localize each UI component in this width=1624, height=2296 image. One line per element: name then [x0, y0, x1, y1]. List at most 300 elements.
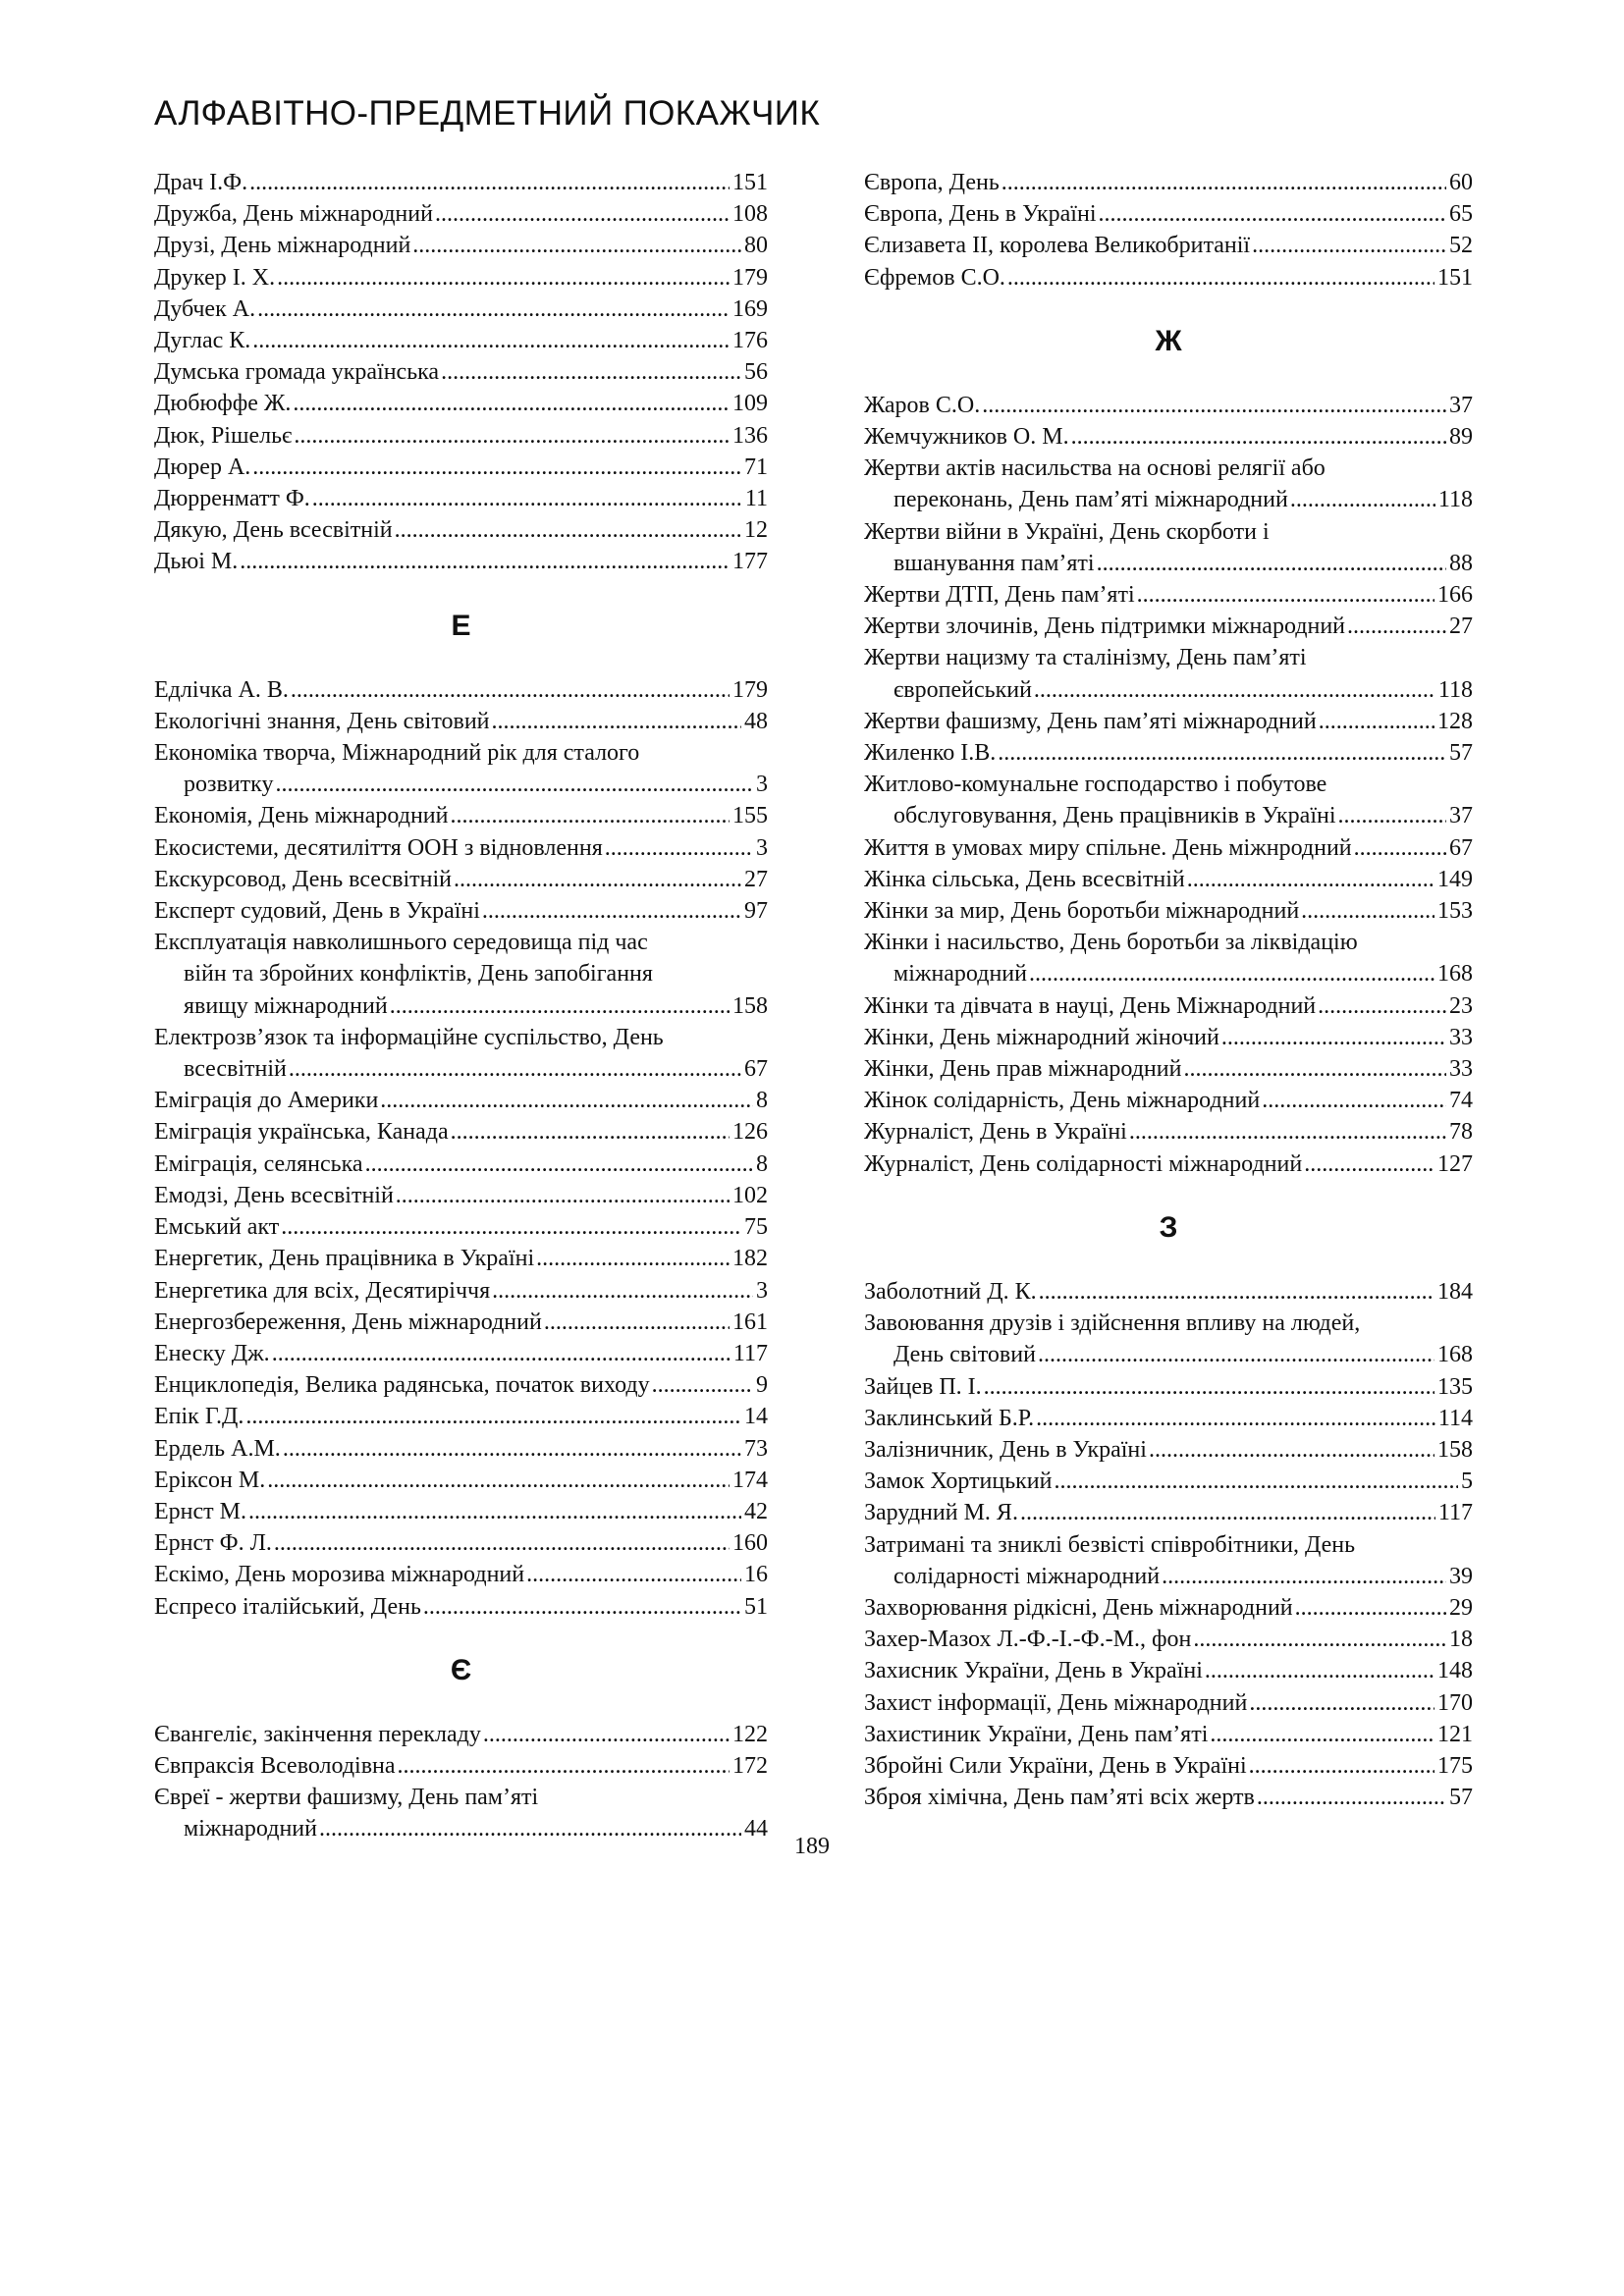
- index-entry: [864, 579, 1473, 611]
- index-entry-text: Ернст Ф. Л.: [154, 1530, 272, 1557]
- index-entry: [154, 167, 768, 198]
- index-entry-text: Екологічні знання, День світовий: [154, 708, 490, 734]
- index-entry: [864, 1466, 1473, 1497]
- index-entry-text: Емодзі, День всесвітній: [154, 1182, 394, 1208]
- index-entry-row: [154, 514, 768, 546]
- dot-leader: [1098, 198, 1446, 230]
- index-entry-text: Еспресо італійський, День: [154, 1593, 421, 1620]
- index-entry-page: 14: [744, 1404, 768, 1430]
- index-entry: [154, 1180, 768, 1211]
- index-entry-row: [864, 864, 1473, 895]
- index-entry-page: 88: [1449, 550, 1473, 576]
- dot-leader: [1205, 1655, 1435, 1686]
- index-entry-text: Жінки, День прав міжнародний: [864, 1056, 1182, 1083]
- index-entry-row: [864, 1466, 1473, 1497]
- index-entry-page: 71: [744, 454, 768, 480]
- dot-leader: [1290, 484, 1435, 515]
- dot-leader: [652, 1369, 753, 1401]
- index-entry-text: солідарності міжнародний: [893, 1563, 1161, 1589]
- index-entry-text: Європа, День: [864, 170, 1000, 195]
- dot-leader: [1149, 1434, 1435, 1466]
- dot-leader: [293, 388, 730, 419]
- index-entry-page: 122: [732, 1721, 768, 1747]
- index-entry-row: [154, 325, 768, 356]
- index-entry-row: [154, 294, 768, 325]
- index-entry: [864, 1085, 1473, 1116]
- dot-leader: [1034, 674, 1435, 706]
- index-entry-text: явищу міжнародний: [184, 992, 388, 1019]
- index-entry: [154, 800, 768, 831]
- index-entry-page: 160: [732, 1530, 768, 1557]
- index-entry-row: [154, 1307, 768, 1338]
- dot-leader: [281, 1211, 741, 1243]
- index-entry-row: [864, 1276, 1473, 1308]
- index-entry-text: Жінки, День міжнародний жіночий: [864, 1024, 1219, 1050]
- index-entry-text: Затримані та зниклі безвісті співробітники, День: [864, 1531, 1356, 1558]
- index-entry: [154, 706, 768, 737]
- index-entry-page: 23: [1449, 992, 1473, 1019]
- index-entry: [864, 421, 1473, 453]
- section-letter-heading: Ж: [1155, 324, 1182, 357]
- dot-leader: [1304, 1148, 1435, 1180]
- index-entry-page: 166: [1437, 582, 1473, 609]
- index-entry: [154, 895, 768, 927]
- index-entry-row: [154, 546, 768, 577]
- section-letter-heading: Є: [450, 1653, 472, 1686]
- index-entry-text: Жертви актів насильства на основі релягії або: [864, 455, 1326, 482]
- index-entry-text: Заболотний Д. К.: [864, 1278, 1037, 1305]
- index-entry-text: Епік Г.Д.: [154, 1404, 244, 1430]
- index-entry-page: 109: [732, 391, 768, 417]
- index-entry-row: [154, 1496, 768, 1527]
- index-entry-text: Зброя хімічна, День пам’яті всіх жертв: [864, 1785, 1255, 1811]
- index-entry: [864, 230, 1473, 261]
- dot-leader: [1249, 1750, 1435, 1782]
- section-letter-heading: Е: [451, 609, 471, 642]
- index-entry-row: [154, 483, 768, 514]
- index-entry-row: [864, 611, 1473, 642]
- dot-leader: [982, 390, 1446, 421]
- dot-leader: [291, 674, 730, 706]
- dot-leader: [240, 546, 730, 577]
- index-entry-page: 89: [1449, 424, 1473, 451]
- index-entry: [154, 483, 768, 514]
- dot-leader: [1295, 1592, 1446, 1624]
- index-entry-text: Енергозбереження, День міжнародний: [154, 1308, 542, 1335]
- index-entry-page: 48: [744, 708, 768, 734]
- index-entry-page: 51: [744, 1593, 768, 1620]
- index-entry-page: 8: [756, 1150, 768, 1177]
- index-entry-page: 11: [744, 486, 768, 512]
- dot-leader: [1319, 706, 1435, 737]
- index-entry-row: [154, 1275, 768, 1307]
- index-entry-row: [864, 800, 1473, 831]
- index-entry-row: [154, 1116, 768, 1148]
- index-entry-text: Євреї - жертви фашизму, День пам’яті: [154, 1785, 539, 1811]
- index-entry-text: вшанування пам’яті: [893, 550, 1095, 576]
- index-entry: [154, 1307, 768, 1338]
- index-entry-row: [154, 1211, 768, 1243]
- index-entry-page: 149: [1437, 866, 1473, 892]
- index-entry: [864, 1719, 1473, 1750]
- dot-leader: [1252, 230, 1446, 261]
- index-entry-text: Енеску Дж.: [154, 1340, 270, 1366]
- index-entry-text: Жінка сільська, День всесвітній: [864, 866, 1185, 892]
- index-entry: [154, 1591, 768, 1623]
- index-entry-row: [154, 452, 768, 483]
- index-entry-page: 37: [1449, 803, 1473, 829]
- index-entry-text: Друкер І. Х.: [154, 264, 276, 291]
- index-entry-page: 114: [1437, 1405, 1473, 1431]
- dot-leader: [272, 1338, 731, 1369]
- dot-leader: [283, 1433, 741, 1465]
- index-entry: [864, 1624, 1473, 1655]
- index-entry-text: Енергетик, День працівника в Україні: [154, 1246, 535, 1272]
- index-entry-text: переконань, День пам’яті міжнародний: [893, 487, 1288, 513]
- dot-leader: [1257, 1782, 1446, 1813]
- index-entry-text: Дубчек А.: [154, 295, 256, 322]
- index-entry: [864, 642, 1473, 705]
- index-entry-page: 127: [1437, 1150, 1473, 1177]
- index-entry-row: [154, 1338, 768, 1369]
- index-entry-page: 161: [732, 1308, 768, 1335]
- index-entry-row: [154, 388, 768, 419]
- dot-leader: [1318, 990, 1446, 1022]
- dot-leader: [249, 167, 730, 198]
- index-entry-page: 177: [732, 549, 768, 575]
- index-entry-page: 67: [744, 1056, 768, 1083]
- index-entry: [864, 1148, 1473, 1180]
- index-entry-row: [154, 1180, 768, 1211]
- dot-leader: [396, 1180, 730, 1211]
- index-entry-text: Дякую, День всесвітній: [154, 517, 393, 544]
- index-entry-page: 3: [756, 772, 768, 798]
- dot-leader: [395, 514, 741, 546]
- dot-leader: [435, 198, 730, 230]
- dot-leader: [252, 452, 741, 483]
- index-entry-row: [154, 1559, 768, 1590]
- index-entry: [864, 927, 1473, 989]
- index-entry: [154, 1401, 768, 1432]
- index-entry: [154, 420, 768, 452]
- index-entry: [154, 1719, 768, 1750]
- index-entry: [864, 1782, 1473, 1813]
- index-entry-page: 184: [1437, 1278, 1473, 1305]
- index-entry-page: 155: [732, 803, 768, 829]
- dot-leader: [1071, 421, 1446, 453]
- index-entry-page: 179: [732, 676, 768, 703]
- index-entry-text: Жертви нацизму та сталінізму, День пам’яті: [864, 645, 1307, 671]
- index-column-left: [154, 167, 768, 1845]
- index-entry: [864, 1687, 1473, 1719]
- index-entry-page: 176: [732, 328, 768, 354]
- dot-leader: [454, 864, 741, 895]
- dot-leader: [492, 706, 741, 737]
- dot-leader: [1055, 1466, 1459, 1497]
- dot-leader: [1137, 579, 1435, 611]
- index-entry-row: [864, 895, 1473, 927]
- index-column-right: [864, 167, 1473, 1813]
- index-entry-page: 136: [732, 422, 768, 449]
- index-entry: [154, 1496, 768, 1527]
- dot-leader: [1187, 864, 1435, 895]
- index-entry-text: Залізничник, День в Україні: [864, 1436, 1147, 1463]
- index-entry-row: [154, 1053, 768, 1085]
- index-entry: [154, 1338, 768, 1369]
- index-entry-row: [864, 1624, 1473, 1655]
- index-entry-text: Жертви війни в Україні, День скорботи і: [864, 518, 1270, 545]
- index-entry-text: Економія, День міжнародний: [154, 803, 449, 829]
- index-entry-page: 16: [744, 1562, 768, 1588]
- index-entry-row: [154, 1243, 768, 1274]
- index-entry-text: Дюрренматт Ф.: [154, 486, 310, 512]
- index-entry: [154, 1275, 768, 1307]
- index-entry-row: [864, 1371, 1473, 1403]
- index-entry: [154, 388, 768, 419]
- index-entry-page: 74: [1449, 1088, 1473, 1114]
- index-entry-page: 174: [732, 1467, 768, 1493]
- index-entry-row: [864, 1339, 1473, 1370]
- dot-leader: [1029, 958, 1435, 989]
- index-entry-text: Дюрер А.: [154, 454, 251, 480]
- index-entry: [154, 1527, 768, 1559]
- index-entry-text: Життя в умовах миру спільне. День міжнродний: [864, 834, 1352, 861]
- dot-leader: [1097, 548, 1446, 579]
- index-entry-text: Жаров С.О.: [864, 392, 981, 418]
- index-entry-text: Електрозв’язок та інформаційне суспільство, День: [154, 1024, 664, 1050]
- dot-leader: [257, 294, 730, 325]
- dot-leader: [1162, 1561, 1446, 1592]
- index-entry: [154, 198, 768, 230]
- index-entry-page: 172: [732, 1752, 768, 1779]
- index-entry-row: [864, 832, 1473, 864]
- index-entry-page: 18: [1449, 1627, 1473, 1653]
- index-entry-page: 57: [1449, 740, 1473, 767]
- index-entry: [154, 1211, 768, 1243]
- dot-leader: [1193, 1624, 1446, 1655]
- index-entry-page: 148: [1437, 1658, 1473, 1684]
- index-entry-row: [154, 800, 768, 831]
- index-entry-text: Дружба, День міжнародний: [154, 201, 433, 228]
- index-entry-text: Жиленко І.В.: [864, 740, 997, 767]
- index-entry-text: Журналіст, День в Україні: [864, 1119, 1127, 1146]
- dot-leader: [605, 832, 753, 864]
- index-entry-page: 135: [1437, 1373, 1473, 1400]
- index-entry-row: [154, 420, 768, 452]
- dot-leader: [451, 1116, 730, 1148]
- index-entry-row: [864, 167, 1473, 198]
- index-entry: [154, 452, 768, 483]
- index-entry-text: Економіка творча, Міжнародний рік для сталого: [154, 740, 640, 767]
- dot-leader: [1210, 1719, 1435, 1750]
- index-entry: [864, 1116, 1473, 1148]
- index-entry-page: 3: [756, 1277, 768, 1304]
- index-entry-text: Експлуатація навколишнього середовища під час: [154, 930, 648, 956]
- index-entry: [864, 516, 1473, 579]
- index-entry-row: [864, 737, 1473, 769]
- index-entry: [154, 1369, 768, 1401]
- index-entry-text: Ескімо, День морозива міжнародний: [154, 1562, 525, 1588]
- dot-leader: [390, 990, 730, 1022]
- index-entry-page: 151: [732, 170, 768, 195]
- index-entry: [864, 611, 1473, 642]
- index-entry-row: [864, 484, 1473, 515]
- index-entry-row: [154, 1148, 768, 1180]
- index-entry-text: Заклинський Б.Р.: [864, 1405, 1035, 1431]
- index-entry: [154, 1085, 768, 1116]
- index-entry: [864, 1403, 1473, 1434]
- index-entry: [864, 1655, 1473, 1686]
- index-entry-row: [864, 548, 1473, 579]
- index-entry: [154, 1465, 768, 1496]
- index-entry-text: Захисник України, День в Україні: [864, 1658, 1203, 1684]
- dot-leader: [1129, 1116, 1446, 1148]
- index-entry-text: Захер-Мазох Л.-Ф.-І.-Ф.-М., фон: [864, 1627, 1192, 1653]
- dot-leader: [294, 420, 730, 452]
- index-entry-text: Жінки і насильство, День боротьби за ліквідацію: [864, 930, 1358, 956]
- index-entry: [864, 1750, 1473, 1782]
- index-entry-row: [154, 1527, 768, 1559]
- index-entry-page: 158: [732, 992, 768, 1019]
- index-entry-text: Завоювання друзів і здійснення впливу на людей,: [864, 1310, 1361, 1337]
- index-entry-page: 78: [1449, 1119, 1473, 1146]
- index-entry-row: [154, 167, 768, 198]
- dot-leader: [1262, 1085, 1446, 1116]
- index-entry-row: [864, 1085, 1473, 1116]
- dot-leader: [1036, 1403, 1435, 1434]
- index-entry-row: [864, 1592, 1473, 1624]
- index-entry-text: Жінок солідарність, День міжнародний: [864, 1088, 1261, 1114]
- index-entry-text: розвитку: [184, 772, 274, 798]
- dot-leader: [1347, 611, 1446, 642]
- index-entry-page: 179: [732, 264, 768, 291]
- page-number: 189: [794, 1834, 830, 1859]
- dot-leader: [536, 1243, 730, 1274]
- index-entry-page: 33: [1449, 1024, 1473, 1050]
- index-entry-row: [154, 864, 768, 895]
- index-entry-page: 5: [1461, 1468, 1473, 1495]
- index-entry-row: [864, 1782, 1473, 1813]
- index-entry-text: Екскурсовод, День всесвітній: [154, 866, 453, 892]
- dot-leader: [423, 1591, 741, 1623]
- index-entry-row: [154, 706, 768, 737]
- dot-leader: [412, 230, 741, 261]
- index-entry: [864, 198, 1473, 230]
- index-entry-text: Євангеліє, закінчення перекладу: [154, 1721, 481, 1747]
- index-entry-text: Євпраксія Всеволодівна: [154, 1752, 396, 1779]
- dot-leader: [544, 1307, 730, 1338]
- index-entry-text: Драч І.Ф.: [154, 170, 248, 195]
- index-entry: [864, 990, 1473, 1022]
- dot-leader: [289, 1053, 741, 1085]
- index-entry-text: Експерт судовий, День в Україні: [154, 898, 480, 925]
- index-entry-page: 39: [1449, 1563, 1473, 1589]
- index-entry-page: 126: [732, 1119, 768, 1146]
- index-entry-row: [864, 1148, 1473, 1180]
- index-entry-text: Друзі, День міжнародний: [154, 233, 411, 259]
- dot-leader: [492, 1275, 753, 1307]
- index-entry-row: [154, 230, 768, 261]
- index-entry-text: Емський акт: [154, 1214, 280, 1241]
- index-entry-row: [864, 674, 1473, 706]
- index-entry-row: [154, 990, 768, 1022]
- index-entry-text: Жінки та дівчата в науці, День Міжнародний: [864, 992, 1317, 1019]
- index-entry-row: [154, 1433, 768, 1465]
- index-entry: [864, 390, 1473, 421]
- index-entry-text: Єлизавета ІІ, королева Великобританії: [864, 233, 1251, 259]
- index-entry-row: [864, 1053, 1473, 1085]
- index-entry: [154, 546, 768, 577]
- index-entry-page: 121: [1437, 1721, 1473, 1747]
- index-entry-page: 80: [744, 233, 768, 259]
- index-entry-text: Зайцев П. І.: [864, 1373, 982, 1400]
- index-entry-page: 170: [1437, 1689, 1473, 1716]
- dot-leader: [275, 769, 753, 800]
- index-entry-text: Едлічка А. В.: [154, 676, 289, 703]
- index-entry-row: [864, 1750, 1473, 1782]
- index-entry-page: 118: [1437, 676, 1473, 703]
- page-title: АЛФАВІТНО-ПРЕДМЕТНИЙ ПОКАЖЧИК: [154, 94, 821, 133]
- index-entry-text: Думська громада українська: [154, 359, 440, 386]
- index-entry-text: Жемчужников О. М.: [864, 424, 1069, 451]
- index-entry-page: 73: [744, 1435, 768, 1462]
- index-entry: [864, 1276, 1473, 1308]
- index-entry-row: [864, 990, 1473, 1022]
- index-entry-text: Журналіст, День солідарності міжнародний: [864, 1150, 1303, 1177]
- index-entry-text: Еміграція, селянська: [154, 1150, 363, 1177]
- index-entry-text: Замок Хортицький: [864, 1468, 1053, 1495]
- dot-leader: [380, 1085, 753, 1116]
- index-entry-text: Збройні Сили України, День в Україні: [864, 1752, 1247, 1779]
- index-entry-text: Захистиник України, День пам’яті: [864, 1721, 1209, 1747]
- index-entry-text: Дуглас К.: [154, 328, 251, 354]
- index-entry-row: [864, 421, 1473, 453]
- index-entry: [154, 325, 768, 356]
- index-entry-text: війн та збройних конфліктів, День запобігання: [184, 961, 653, 988]
- index-entry-page: 75: [744, 1214, 768, 1241]
- index-entry-row: [864, 1022, 1473, 1053]
- dot-leader: [1020, 1497, 1435, 1528]
- index-entry: [864, 706, 1473, 737]
- index-entry-text: Дьюі М.: [154, 549, 239, 575]
- index-entry: [864, 1497, 1473, 1528]
- index-entry: [864, 1308, 1473, 1370]
- index-entry: [154, 864, 768, 895]
- index-entry: [864, 832, 1473, 864]
- dot-leader: [398, 1750, 730, 1782]
- index-entry-page: 12: [744, 517, 768, 544]
- index-entry-text: Ердель А.М.: [154, 1435, 281, 1462]
- dot-leader: [1338, 800, 1447, 831]
- dot-leader: [365, 1148, 753, 1180]
- dot-leader: [1183, 1053, 1446, 1085]
- index-entry-text: Єфремов С.О.: [864, 264, 1005, 291]
- index-entry: [864, 167, 1473, 198]
- index-entry-page: 168: [1437, 961, 1473, 988]
- index-entry-page: 57: [1449, 1785, 1473, 1811]
- index-entry-row: [154, 1465, 768, 1496]
- index-entry-row: [154, 1591, 768, 1623]
- index-entry-text: Екосистеми, десятиліття ООН з відновлення: [154, 834, 603, 861]
- dot-leader: [998, 737, 1446, 769]
- index-entry-page: 27: [744, 866, 768, 892]
- dot-leader: [1249, 1687, 1435, 1719]
- index-entry: [154, 927, 768, 1022]
- dot-leader: [267, 1465, 730, 1496]
- index-entry-page: 37: [1449, 392, 1473, 418]
- index-entry-row: [864, 1434, 1473, 1466]
- index-entry: [154, 1433, 768, 1465]
